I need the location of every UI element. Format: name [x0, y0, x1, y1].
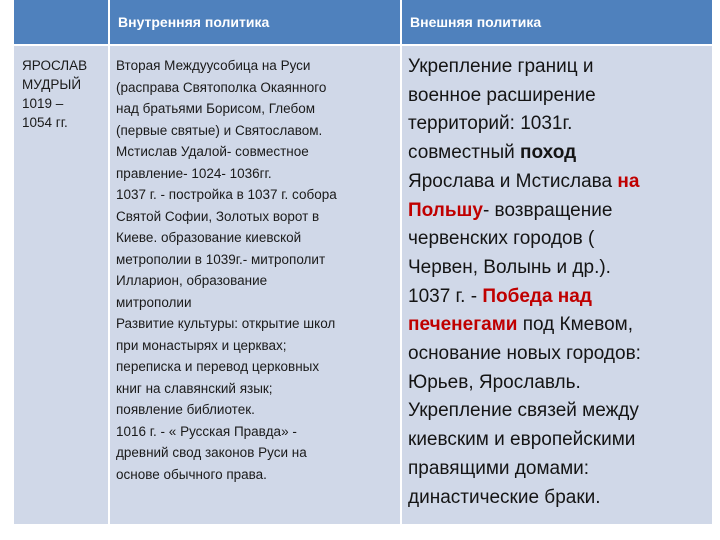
inner-policy-line: 1037 г. - постройка в 1037 г. собора: [116, 187, 337, 202]
inner-policy-line: Илларион, образование: [116, 273, 268, 288]
inner-policy-line: при монастырях и церквах;: [116, 337, 287, 353]
inner-policy-line: появление библиотек.: [116, 402, 255, 417]
inner-policy-line: Святой Софии, Золотых ворот в: [116, 208, 320, 224]
outer-policy-line: династические браки.: [408, 486, 601, 508]
ruler-line: 1019 –: [22, 96, 64, 111]
outer-policy-line: червенских городов (: [408, 228, 595, 250]
inner-policy-line: переписка и перевод церковных: [116, 359, 320, 374]
header-corner-cell: [14, 0, 108, 44]
inner-policy-line: 1016 г. - « Русская Правда» -: [116, 423, 297, 439]
inner-policy-cell: [110, 46, 400, 524]
outer-policy-line: киевским и европейскими: [408, 429, 636, 451]
ruler-line: 1054 гг.: [22, 115, 68, 130]
outer-policy-line: [408, 168, 708, 197]
outer-policy-line: основание новых городов:: [408, 343, 641, 365]
inner-policy-line: Вторая Междуусобица на Руси: [116, 58, 311, 73]
ruler-cell: [14, 46, 108, 524]
inner-policy-line: древний свод законов Руси на: [116, 445, 307, 460]
header-outer-policy: Внешняя политика: [402, 0, 712, 44]
inner-policy-line: (первые святые) и Святославом.: [116, 122, 323, 138]
inner-policy-line: (расправа Святополка Окаянного: [116, 79, 327, 95]
inner-policy-line: митрополии: [116, 294, 192, 310]
outer-text: Ярослава и Мстислава: [408, 170, 618, 192]
outer-text: под Кмевом,: [517, 314, 634, 336]
outer-policy-line: Укрепление связей между: [408, 400, 639, 422]
outer-text-highlight: на: [617, 170, 640, 192]
outer-policy-line: [408, 139, 708, 168]
outer-policy-line: военное расширение: [408, 84, 596, 106]
outer-text: совместный: [408, 142, 521, 164]
inner-policy-line: книг на славянский язык;: [116, 380, 273, 396]
outer-text-highlight: Победа над: [482, 285, 592, 307]
inner-policy-line: метрополии в 1039г.- митрополит: [116, 251, 326, 267]
outer-policy-line: Укрепление границ и: [408, 56, 594, 77]
outer-policy-line: [408, 283, 708, 312]
outer-policy-line: Червен, Волынь и др.).: [408, 256, 611, 278]
inner-policy-line: Мстислав Удалой- совместное: [116, 144, 309, 159]
ruler-line: МУДРЫЙ: [22, 77, 82, 92]
outer-policy-line: Юрьев, Ярославль.: [408, 371, 581, 393]
outer-policy-cell: [402, 46, 712, 524]
outer-text-highlight: Польшу: [408, 199, 483, 221]
outer-text-highlight: печенегами: [408, 314, 518, 336]
outer-policy-line: [408, 197, 708, 226]
inner-policy-line: Развитие культуры: открытие школ: [116, 316, 336, 331]
outer-text: 1037 г. -: [408, 285, 483, 307]
outer-policy-line: правящими домами:: [408, 457, 590, 479]
outer-text: - возвращение: [482, 199, 613, 221]
inner-policy-line: Киеве. образование киевской: [116, 230, 302, 245]
outer-policy-line: территорий: 1031г.: [408, 113, 573, 135]
outer-text-bold: поход: [520, 142, 577, 164]
ruler-line: ЯРОСЛАВ: [22, 58, 88, 73]
policy-table: [14, 0, 712, 524]
inner-policy-line: основе обычного права.: [116, 466, 267, 482]
inner-policy-line: над братьями Борисом, Глебом: [116, 101, 316, 116]
header-inner-policy: Внутренняя политика: [110, 0, 400, 44]
outer-policy-line: [408, 311, 708, 340]
inner-policy-line: правление- 1024- 1036гг.: [116, 165, 272, 181]
